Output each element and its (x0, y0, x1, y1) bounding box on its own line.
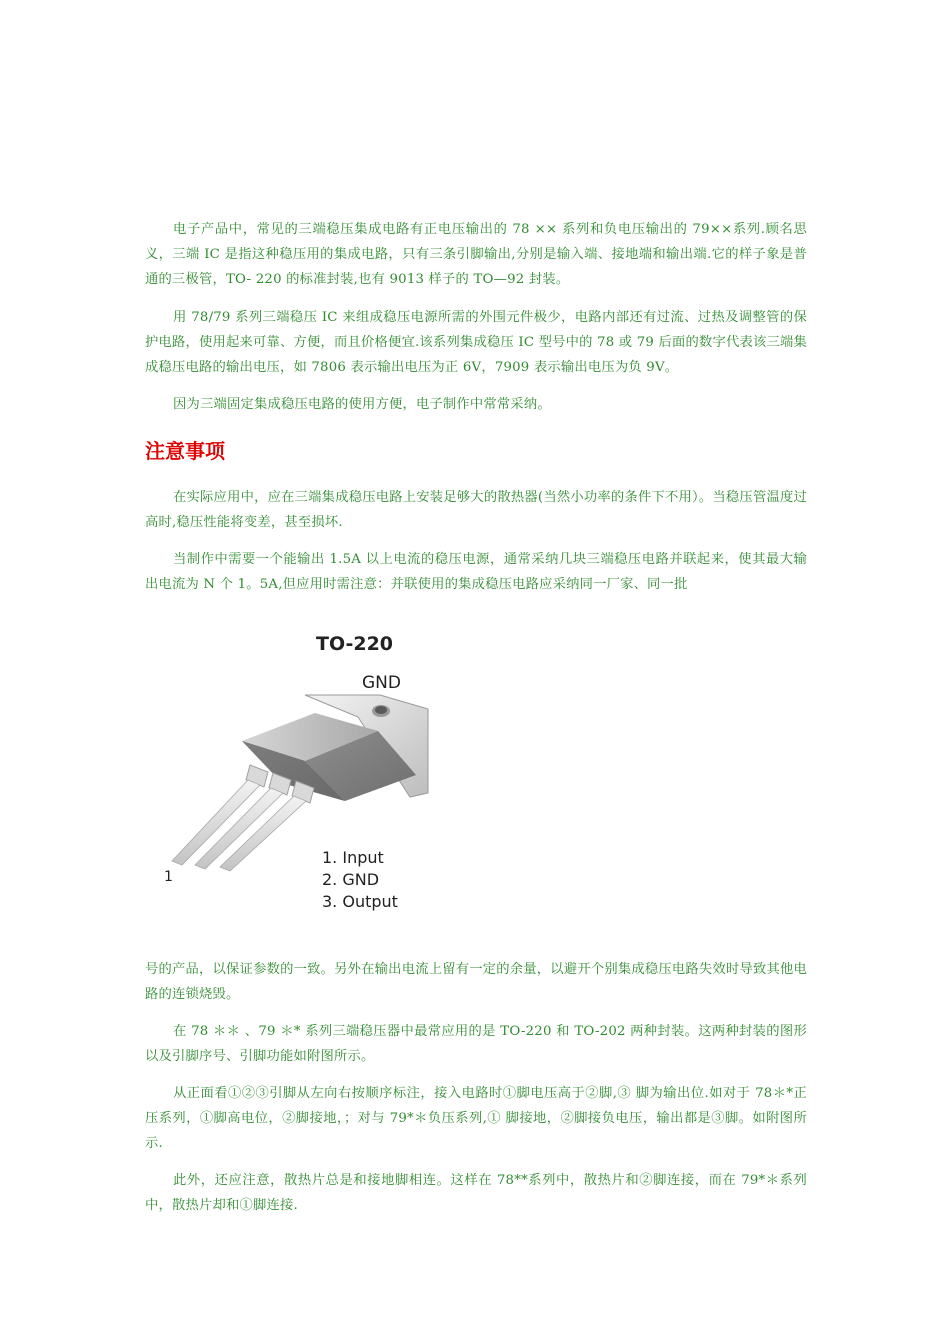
heatsink-paragraph: 此外，还应注意，散热片总是和接地脚相连。这样在 78**系列中，散热片和②脚连接，而在 79*＊系列中，散热片却和①脚连接. (145, 1173, 807, 1213)
intro-paragraph-2: 用 78/79 系列三端稳压 IC 来组成稳压电源所需的外围元件极少，电路内部还有过流、过热及调整管的保护电路，使用起来可靠、方便，而且价格便宜.该系列集成稳压 IC 型号中的 78 或 79 后面的数字代表该三端集成稳压电路的输出电压，如 7806 表示输出电压为正 6V，7909 表示输出电压为负 9V。 (145, 310, 807, 375)
notice-paragraph-2: 当制作中需要一个能输出 1.5A 以上电流的稳压电源，通常采纳几块三端稳压电路并联起来，使其最大输出电流为 N 个 1。5A,但应用时需注意：并联使用的集成稳压电路应采纳同一厂家、同一批 (145, 552, 807, 592)
pinout-paragraph: 从正面看①②③引脚从左向右按顺序标注，接入电路时①脚电压高于②脚,③ 脚为输出位.如对于 78＊*正压系列，①脚高电位，②脚接地，；对与 79*＊负压系列,① 脚接地，②脚接负电压，输出都是③脚。如附图所示. (145, 1086, 807, 1151)
section-heading: 注意事项 (145, 439, 225, 463)
pin-legend (322, 847, 398, 913)
pin-legend-item: 2. GND (322, 870, 380, 889)
notice-paragraph-1: 在实际应用中，应在三端集成稳压电路上安装足够大的散热器(当然小功率的条件下不用）。当稳压管温度过高时,稳压性能将变差，甚至损坏. (145, 490, 807, 530)
pin-1-marker: 1 (164, 869, 173, 885)
pin-legend-item: 3. Output (322, 892, 398, 911)
continuation-paragraph: 号的产品，以保证参数的一致。另外在输出电流上留有一定的余量，以避开个别集成稳压电路失效时导致其他电路的连锁烧毁。 (145, 962, 807, 1002)
to220-illustration (150, 625, 450, 925)
intro-paragraph-3: 因为三端固定集成稳压电路的使用方便，电子制作中常常采纳。 (173, 397, 551, 412)
to220-package-figure (150, 625, 450, 925)
gnd-label: GND (362, 673, 401, 693)
intro-paragraph-1: 电子产品中，常见的三端稳压集成电路有正电压输出的 78 ×× 系列和负电压输出的 79××系列.顾名思义，三端 IC 是指这种稳压用的集成电路，只有三条引脚输出,分别是输入端、接地端和输出端.它的样子象是普通的三极管，TO- 220 的标准封装,也有 9013 样子的 TO—92 封装。 (145, 222, 807, 287)
package-title: TO-220 (316, 633, 394, 655)
package-paragraph: 在 78 ＊＊ 、79 ＊* 系列三端稳压器中最常应用的是 TO-220 和 TO-202 两种封装。这两种封装的图形以及引脚序号、引脚功能如附图所示。 (145, 1024, 807, 1064)
pin-legend-item: 1. Input (322, 848, 384, 867)
